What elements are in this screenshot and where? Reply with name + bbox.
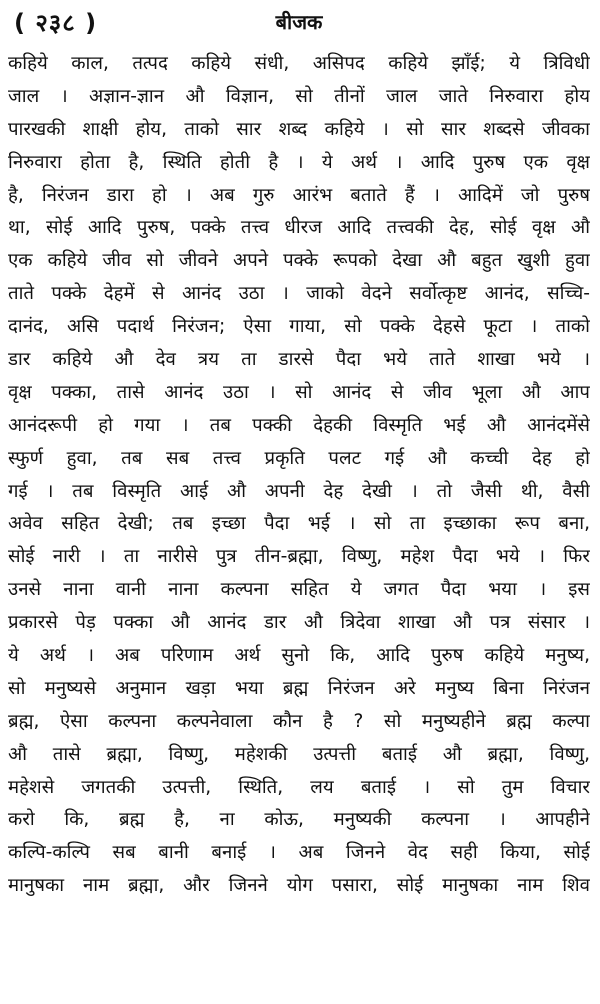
- text-line: ताते पक्के देहमें से आनंद उठा । जाको वेदने सर्वोत्कृष्ट आनंद, सच्चि-: [8, 283, 590, 305]
- page-number: ( २३८ ): [14, 9, 98, 37]
- text-line: उनसे नाना वानी नाना कल्पना सहित ये जगत पैदा भया । इस: [8, 579, 590, 601]
- body-text: [8, 48, 590, 903]
- text-line: था, सोई आदि पुरुष, पक्के तत्त्व धीरज आदि तत्त्वकी देह, सोई वृक्ष औ: [8, 217, 590, 239]
- text-line: कल्पि-कल्पि सब बानी बनाई । अब जिनने वेद सही किया, सोई: [8, 842, 590, 864]
- text-line: सो मनुष्यसे अनुमान खड़ा भया ब्रह्म निरंजन अरे मनुष्य बिना निरंजन: [8, 677, 590, 699]
- text-line: करो कि, ब्रह्म है, ना कोऊ, मनुष्यकी कल्पना । आपहीने: [8, 809, 590, 831]
- text-line: स्फुर्ण हुवा, तब सब तत्त्व प्रकृति पलट गई औ कच्ची देह हो: [8, 447, 590, 469]
- text-line: जाल । अज्ञान-ज्ञान औ विज्ञान, सो तीनों जाल जाते निरुवारा होय: [8, 85, 590, 107]
- text-line: आनंदरूपी हो गया । तब पक्की देहकी विस्मृति भई औ आनंदमेंसे: [8, 414, 590, 436]
- text-line: गई । तब विस्मृति आई औ अपनी देह देखी । तो जैसी थी, वैसी: [8, 480, 590, 502]
- text-line: एक कहिये जीव सो जीवने अपने पक्के रूपको देखा औ बहुत खुशी हुवा: [8, 250, 590, 272]
- text-line: ब्रह्म, ऐसा कल्पना कल्पनेवाला कौन है ? सो मनुष्यहीने ब्रह्म कल्पा: [8, 710, 590, 732]
- text-line: निरुवारा होता है, स्थिति होती है । ये अर्थ । आदि पुरुष एक वृक्ष: [8, 151, 590, 173]
- text-line: वृक्ष पक्का, तासे आनंद उठा । सो आनंद से जीव भूला औ आप: [8, 381, 590, 403]
- text-line: महेशसे जगतकी उत्पत्ती, स्थिति, लय बताई । सो तुम विचार: [8, 776, 590, 798]
- text-line: पारखकी शाक्षी होय, ताको सार शब्द कहिये । सो सार शब्दसे जीवका: [8, 118, 590, 140]
- page-header: [8, 4, 590, 44]
- text-line: है, निरंजन डारा हो । अब गुरु आरंभ बताते हैं । आदिमें जो पुरुष: [8, 184, 590, 206]
- text-line: मानुषका नाम ब्रह्मा, और जिनने योग पसारा, सोई मानुषका नाम शिव: [8, 875, 590, 897]
- text-line: डार कहिये औ देव त्रय ता डारसे पैदा भये ताते शाखा भये ।: [8, 349, 590, 371]
- text-line: ये अर्थ । अब परिणाम अर्थ सुनो कि, आदि पुरुष कहिये मनुष्य,: [8, 645, 590, 667]
- running-title: बीजक: [275, 10, 323, 34]
- text-line: कहिये काल, तत्पद कहिये संधी, असिपद कहिये झाँई; ये त्रिविधी: [8, 53, 590, 74]
- text-line: दानंद, असि पदार्थ निरंजन; ऐसा गाया, सो पक्के देहसे फूटा । ताको: [8, 316, 590, 338]
- text-line: सोई नारी । ता नारीसे पुत्र तीन-ब्रह्मा, विष्णु, महेश पैदा भये । फिर: [8, 546, 590, 568]
- text-line: प्रकारसे पेड़ पक्का औ आनंद डार औ त्रिदेवा शाखा औ पत्र संसार ।: [8, 612, 590, 634]
- text-line: अवेव सहित देखी; तब इच्छा पैदा भई । सो ता इच्छाका रूप बना,: [8, 513, 590, 535]
- text-line: औ तासे ब्रह्मा, विष्णु, महेशकी उत्पत्ती बताई औ ब्रह्मा, विष्णु,: [8, 743, 590, 765]
